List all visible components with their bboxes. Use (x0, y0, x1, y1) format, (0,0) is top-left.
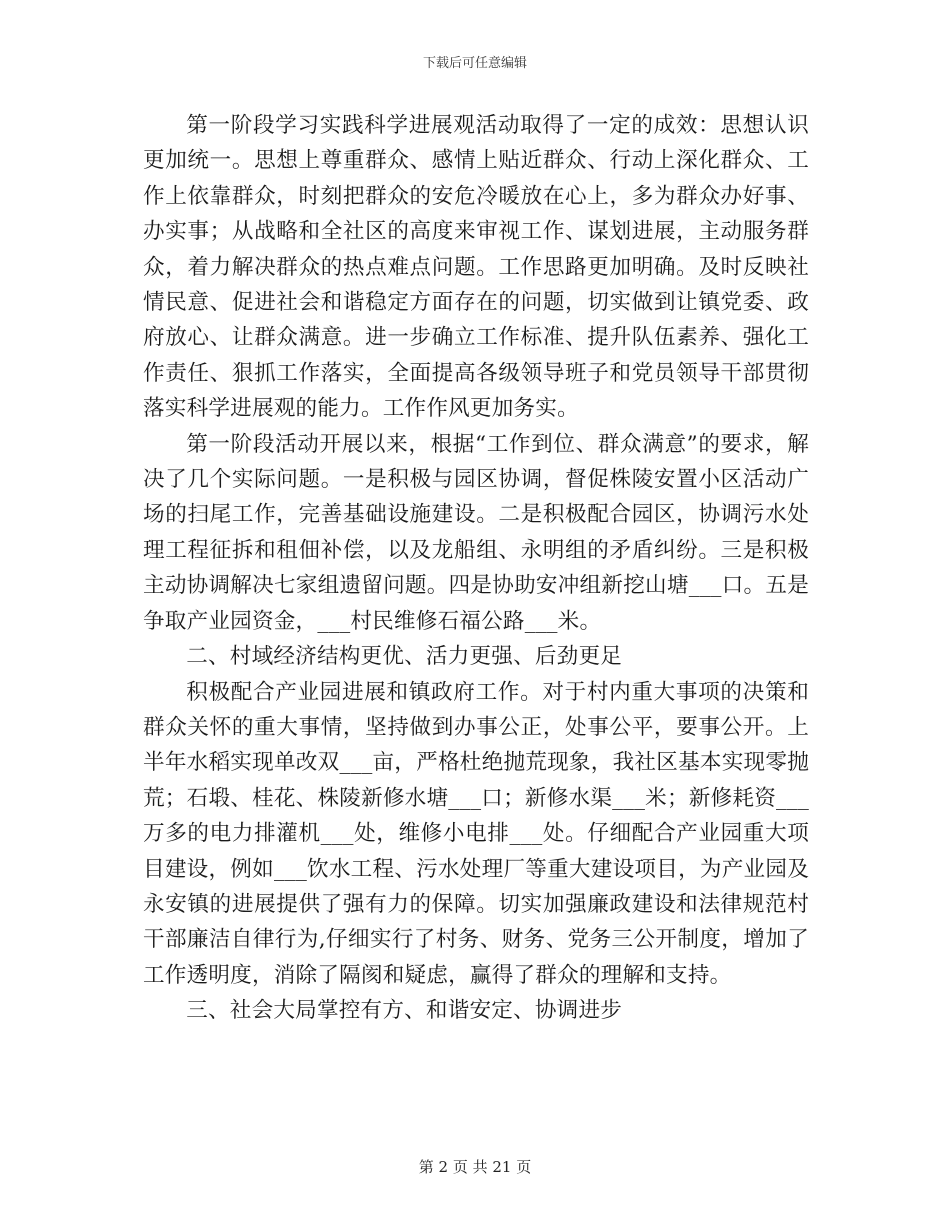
paragraph-practical-problems: 第一阶段活动开展以来，根据“工作到位、群众满意”的要求，解决了几个实际问题。一是积极与园区协调，督促株陵安置小区活动广场的扫尾工作，完善基础设施建设。二是积极配合园区，协调污水处理工程征拆和租佃补偿，以及龙船组、永明组的矛盾纠纷。三是积极主动协调解决七家组遗留问题。四是协助安冲组新挖山塘___口。五是争取产业园资金，___村民维修石福公路___米。 (143, 431, 809, 634)
document-body (143, 108, 809, 1029)
section-heading-economy: 二、村域经济结构更优、活力更强、后劲更足 (186, 644, 623, 670)
paragraph-economy: 积极配合产业园进展和镇政府工作。对于村内重大事项的决策和群众关怀的重大事情，坚持做到办事公正，处事公平，要事公开。上半年水稻实现单改双___亩，严格杜绝抛荒现象，我社区基本实现零抛荒；石塅、桂花、株陵新修水塘___口；新修水渠___米；新修耗资___万多的电力排灌机___处，维修小电排___处。仔细配合产业园重大项目建设，例如___饮水工程、污水处理厂等重大建设项目，为产业园及永安镇的进展提供了强有力的保障。切实加强廉政建设和法律规范村干部廉洁自律行为,仔细实行了村务、财务、党务三公开制度，增加了工作透明度，消除了隔阂和疑虑，赢得了群众的理解和支持。 (143, 679, 809, 988)
page-header-note: 下载后可任意编辑 (422, 56, 527, 71)
section-heading-society: 三、社会大局掌控有方、和谐安定、协调进步 (186, 998, 623, 1024)
paragraph-achievements: 第一阶段学习实践科学进展观活动取得了一定的成效：思想认识更加统一。思想上尊重群众、感情上贴近群众、行动上深化群众、工作上依靠群众，时刻把群众的安危冷暖放在心上，多为群众办好事、办实事；从战略和全社区的高度来审视工作、谋划进展，主动服务群众，着力解决群众的热点难点问题。工作思路更加明确。及时反映社情民意、促进社会和谐稳定方面存在的问题，切实做到让镇党委、政府放心、让群众满意。进一步确立工作标准、提升队伍素养、强化工作责任、狠抓工作落实，全面提高各级领导班子和党员领导干部贯彻落实科学进展观的能力。工作作风更加务实。 (143, 113, 809, 422)
page-number: 第 2 页 共 21 页 (418, 1158, 532, 1176)
